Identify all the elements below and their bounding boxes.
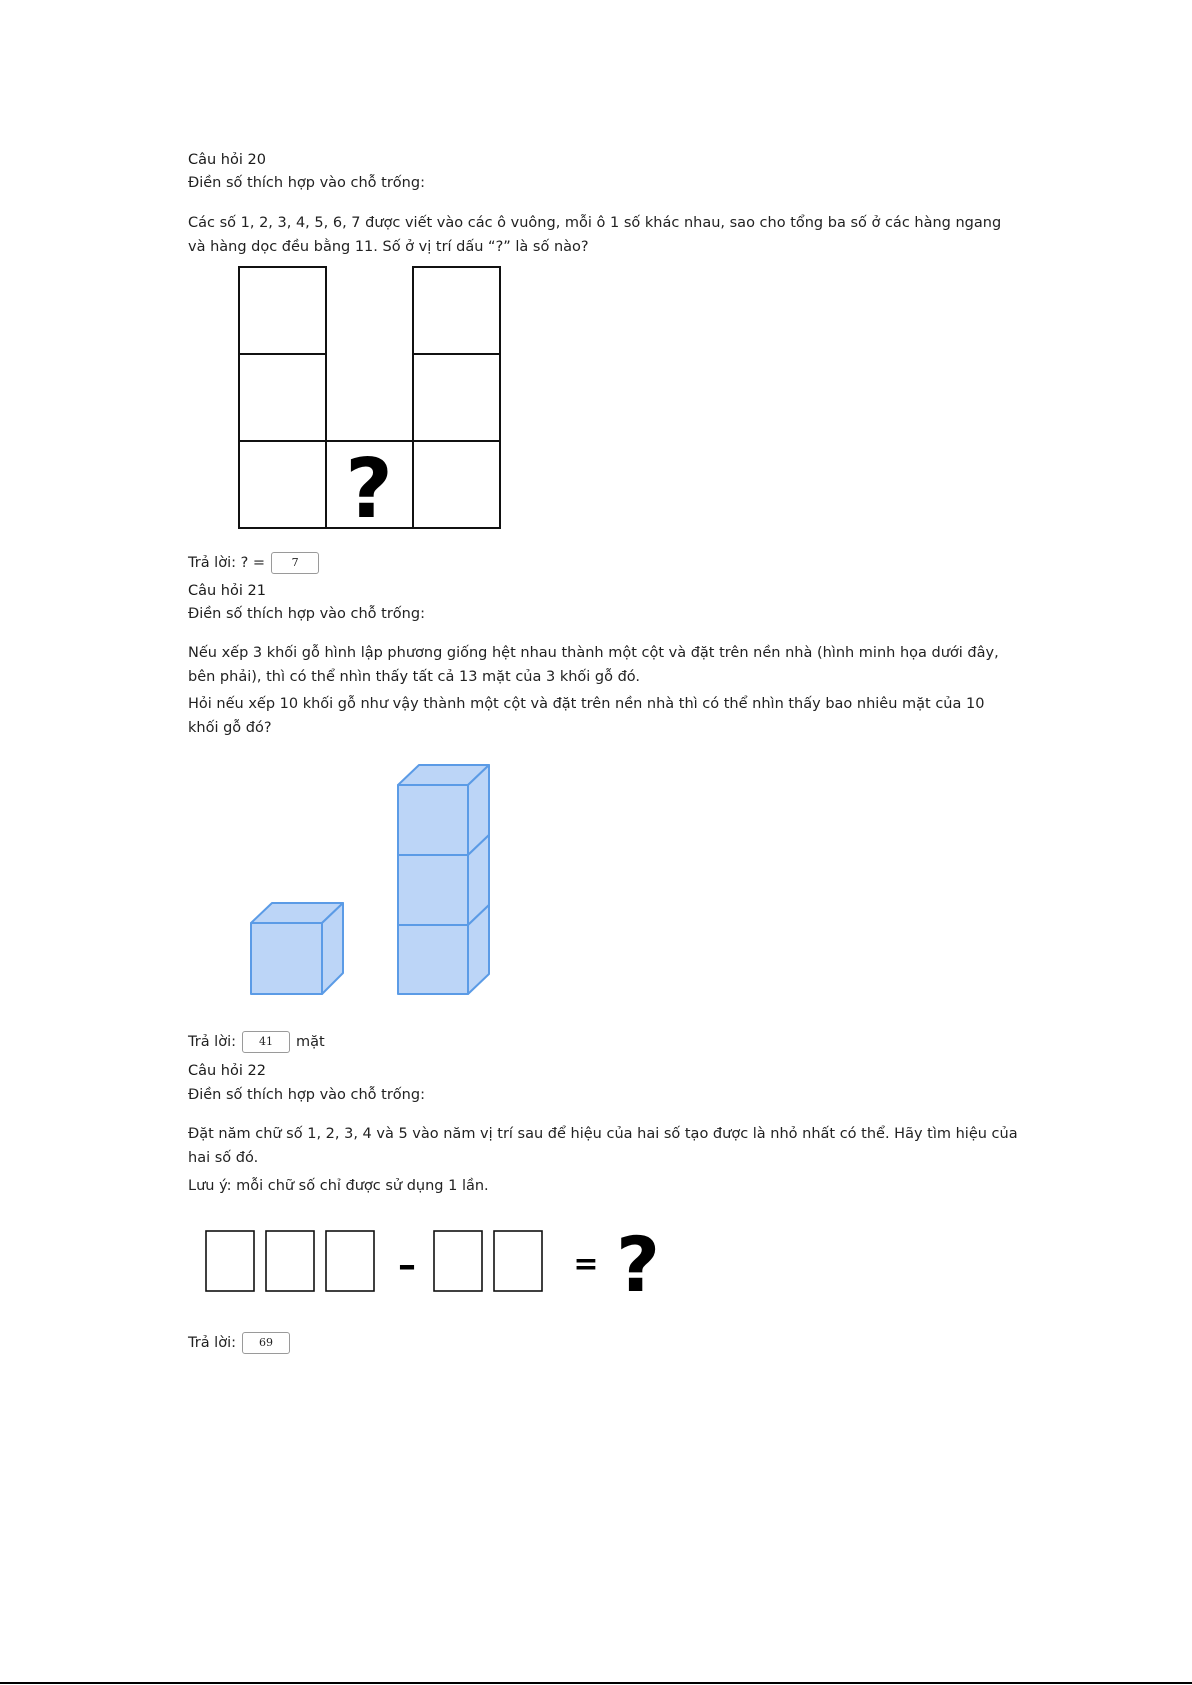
q20-question-mark: ? bbox=[345, 442, 393, 530]
q20-instruction: Điền số thích hợp vào chỗ trống: bbox=[188, 175, 425, 191]
q22-title: Câu hỏi 22 bbox=[188, 1063, 266, 1079]
grid-cell-mid-right bbox=[413, 354, 500, 441]
grid-cell-bottom-left bbox=[239, 441, 326, 528]
q21-answer-unit: mặt bbox=[296, 1034, 325, 1050]
q21-answer-label: Trả lời: bbox=[188, 1034, 236, 1050]
single-cube bbox=[251, 903, 343, 994]
q20-problem: Các số 1, 2, 3, 4, 5, 6, 7 được viết vào các ô vuông, mỗi ô 1 số khác nhau, sao cho tổng ba số ở các hàng ngang và hàng dọc đều bằng 11. Số ở vị trí dấu “?” là số nào? bbox=[188, 215, 1002, 255]
q22-answer-input[interactable]: 69 bbox=[242, 1332, 290, 1354]
q21-instruction: Điền số thích hợp vào chỗ trống: bbox=[188, 606, 425, 622]
digit-box-3 bbox=[326, 1231, 374, 1291]
grid-cell-mid-left bbox=[239, 354, 326, 441]
stacked-cubes-column bbox=[398, 765, 489, 994]
q21-problem-2: Hỏi nếu xếp 10 khối gỗ như vậy thành một cột và đặt trên nền nhà thì có thể nhìn thấy bao nhiêu mặt của 10 khối gỗ đó? bbox=[188, 696, 985, 736]
q21-cubes-figure bbox=[240, 758, 510, 998]
q22-answer-label: Trả lời: bbox=[188, 1335, 236, 1351]
grid-cell-bottom-right bbox=[413, 441, 500, 528]
q20-title: Câu hỏi 20 bbox=[188, 152, 266, 168]
digit-box-4 bbox=[434, 1231, 482, 1291]
q22-problem: Đặt năm chữ số 1, 2, 3, 4 và 5 vào năm vị trí sau để hiệu của hai số tạo được là nhỏ nhất có thể. Hãy tìm hiệu của hai số đó. bbox=[188, 1126, 1018, 1166]
q21-title: Câu hỏi 21 bbox=[188, 583, 266, 599]
digit-box-1 bbox=[206, 1231, 254, 1291]
q20-answer-label: Trả lời: ? = bbox=[188, 555, 266, 571]
q22-note: Lưu ý: mỗi chữ số chỉ được sử dụng 1 lần. bbox=[188, 1178, 489, 1194]
q22-equation-figure bbox=[200, 1224, 670, 1304]
digit-box-5 bbox=[494, 1231, 542, 1291]
digit-box-2 bbox=[266, 1231, 314, 1291]
equals-sign: = bbox=[573, 1247, 599, 1282]
q22-instruction: Điền số thích hợp vào chỗ trống: bbox=[188, 1087, 425, 1103]
q21-answer-input[interactable]: 41 bbox=[242, 1031, 290, 1053]
q21-answer-row bbox=[188, 1030, 325, 1054]
grid-cell-top-right bbox=[413, 267, 500, 354]
q21-problem-1: Nếu xếp 3 khối gỗ hình lập phương giống hệt nhau thành một cột và đặt trên nền nhà (hình minh họa dưới đây, bên phải), thì có thể nhìn thấy tất cả 13 mặt của 3 khối gỗ đó. bbox=[188, 645, 999, 685]
q20-answer-input[interactable]: 7 bbox=[271, 552, 319, 574]
q22-question-mark: ? bbox=[615, 1224, 661, 1304]
q20-grid-figure bbox=[238, 266, 504, 530]
page-bottom-border bbox=[0, 1682, 1192, 1684]
q22-answer-row bbox=[188, 1331, 296, 1355]
minus-sign: – bbox=[398, 1245, 416, 1286]
q20-answer-row bbox=[188, 551, 325, 575]
grid-cell-top-left bbox=[239, 267, 326, 354]
